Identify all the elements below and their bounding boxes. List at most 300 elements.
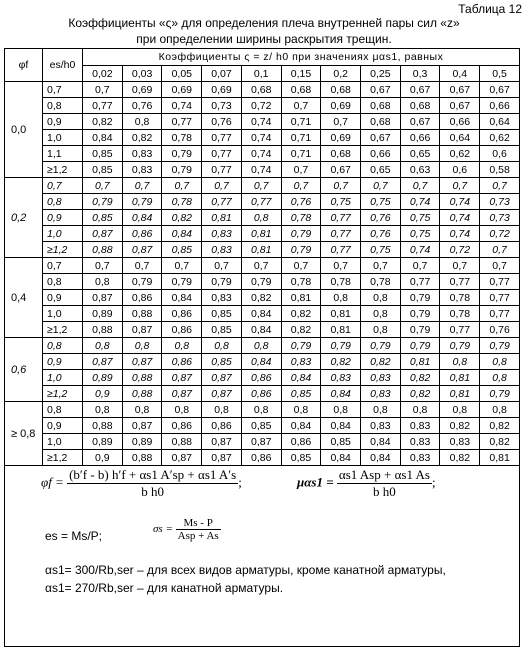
coef-cell: 0,8: [241, 210, 281, 226]
coef-cell: 0,9: [83, 386, 123, 402]
coef-cell: 0,69: [321, 130, 361, 146]
coef-cell: 0,86: [241, 370, 281, 386]
coef-cell: 0,68: [241, 82, 281, 98]
coef-cell: 0,81: [202, 210, 242, 226]
coef-cell: 0,77: [202, 130, 242, 146]
es-value: 1,0: [43, 306, 83, 322]
phi-formula-denominator: b h0: [141, 484, 165, 499]
coef-cell: 0,6: [480, 146, 520, 162]
phi-group-label: 0,4: [5, 258, 43, 338]
coef-cell: 0,84: [321, 418, 361, 434]
coef-cell: 0,77: [321, 210, 361, 226]
mu-formula-lhs: μαs1 =: [297, 474, 334, 490]
coef-cell: 0,74: [400, 242, 440, 258]
coef-cell: 0,78: [361, 274, 401, 290]
coef-cell: 0,82: [400, 386, 440, 402]
coef-cell: 0,85: [83, 146, 123, 162]
coef-cell: 0,8: [361, 290, 401, 306]
table-row: [5, 418, 520, 434]
coef-cell: 0,63: [400, 162, 440, 178]
coef-cell: 0,83: [202, 226, 242, 242]
coef-cell: 0,85: [321, 434, 361, 450]
coef-cell: 0,7: [400, 258, 440, 274]
coef-cell: 0,81: [321, 322, 361, 338]
es-definition: es = Ms/P;: [45, 529, 103, 543]
coef-cell: 0,7: [122, 178, 162, 194]
coef-cell: 0,83: [122, 162, 162, 178]
coef-cell: 0,84: [162, 290, 202, 306]
coef-cell: 0,7: [361, 178, 401, 194]
sigma-formula: [153, 517, 221, 542]
coef-cell: 0,8: [281, 402, 321, 418]
coef-cell: 0,84: [281, 418, 321, 434]
coef-cell: 0,87: [122, 242, 162, 258]
table-row: [5, 130, 520, 146]
coef-cell: 0,89: [83, 434, 123, 450]
es-value: 0,8: [43, 274, 83, 290]
es-value: ≥1,2: [43, 162, 83, 178]
coef-cell: 0,81: [241, 226, 281, 242]
es-value: 0,9: [43, 418, 83, 434]
coef-cell: 0,62: [440, 146, 480, 162]
coef-cell: 0,67: [400, 114, 440, 130]
es-value: 0,9: [43, 290, 83, 306]
coef-cell: 0,66: [440, 114, 480, 130]
table-row: [5, 258, 520, 274]
mu-value-header: 0,07: [202, 66, 242, 82]
es-value: 1,0: [43, 226, 83, 242]
coef-cell: 0,7: [480, 258, 520, 274]
coef-cell: 0,75: [400, 226, 440, 242]
coef-cell: 0,79: [400, 322, 440, 338]
mu-value-header: 0,2: [321, 66, 361, 82]
coef-cell: 0,8: [83, 338, 123, 354]
coef-cell: 0,8: [202, 338, 242, 354]
coef-cell: 0,76: [122, 98, 162, 114]
coef-cell: 0,83: [440, 434, 480, 450]
coef-cell: 0,86: [122, 290, 162, 306]
coef-cell: 0,84: [241, 306, 281, 322]
coef-cell: 0,82: [440, 450, 480, 466]
coef-cell: 0,89: [83, 370, 123, 386]
coef-cell: 0,62: [480, 130, 520, 146]
coef-cell: 0,87: [202, 450, 242, 466]
mu-value-header: 0,5: [480, 66, 520, 82]
coef-cell: 0,7: [83, 258, 123, 274]
coef-cell: 0,7: [241, 258, 281, 274]
coef-cell: 0,77: [480, 290, 520, 306]
coef-cell: 0,8: [122, 114, 162, 130]
coef-cell: 0,8: [361, 402, 401, 418]
coef-cell: 0,85: [83, 162, 123, 178]
coef-cell: 0,87: [162, 386, 202, 402]
coef-cell: 0,8: [83, 274, 123, 290]
coef-cell: 0,77: [480, 306, 520, 322]
table-row: [5, 210, 520, 226]
mu-value-header: 0,3: [400, 66, 440, 82]
coef-cell: 0,78: [281, 274, 321, 290]
table-row: [5, 290, 520, 306]
coef-cell: 0,85: [241, 418, 281, 434]
mu-formula-denominator: b h0: [373, 484, 396, 499]
coef-cell: 0,78: [281, 210, 321, 226]
es-value: 1,0: [43, 434, 83, 450]
coef-cell: 0,86: [162, 418, 202, 434]
coef-cell: 0,79: [162, 274, 202, 290]
coef-cell: 0,7: [241, 178, 281, 194]
coef-cell: 0,88: [83, 242, 123, 258]
coef-cell: 0,8: [241, 402, 281, 418]
coef-cell: 0,84: [83, 130, 123, 146]
coef-cell: 0,87: [162, 370, 202, 386]
coef-cell: 0,75: [361, 194, 401, 210]
es-value: 0,8: [43, 98, 83, 114]
coef-cell: 0,86: [162, 306, 202, 322]
table-row: [5, 82, 520, 98]
coef-cell: 0,82: [122, 130, 162, 146]
note-2: αs1= 270/Rb,ser – для канатной арматуры.: [45, 581, 284, 595]
table-title-line-1: Коэффициенты «ς» для определения плеча внутренней пары сил «z»: [68, 16, 460, 30]
table-row: [5, 226, 520, 242]
coef-cell: 0,85: [202, 322, 242, 338]
coef-cell: 0,79: [241, 274, 281, 290]
coef-cell: 0,8: [241, 338, 281, 354]
coef-cell: 0,79: [162, 146, 202, 162]
coef-cell: 0,69: [202, 82, 242, 98]
coef-cell: 0,82: [480, 434, 520, 450]
coef-cell: 0,82: [400, 370, 440, 386]
mu-value-header: 0,25: [361, 66, 401, 82]
es-value: 1,1: [43, 146, 83, 162]
coef-cell: 0,68: [361, 98, 401, 114]
coef-cell: 0,74: [400, 194, 440, 210]
coef-cell: 0,77: [321, 242, 361, 258]
coef-cell: 0,82: [361, 354, 401, 370]
table-row: [5, 114, 520, 130]
coef-cell: 0,85: [281, 450, 321, 466]
coef-cell: 0,68: [400, 98, 440, 114]
coef-cell: 0,79: [361, 338, 401, 354]
mu-value-header: 0,05: [162, 66, 202, 82]
coef-cell: 0,74: [162, 98, 202, 114]
coef-cell: 0,73: [480, 210, 520, 226]
coef-cell: 0,78: [321, 274, 361, 290]
coef-cell: 0,88: [162, 434, 202, 450]
coef-cell: 0,83: [122, 146, 162, 162]
coef-cell: 0,7: [202, 258, 242, 274]
coef-cell: 0,67: [321, 162, 361, 178]
coef-cell: 0,8: [202, 402, 242, 418]
coef-cell: 0,85: [202, 306, 242, 322]
coef-cell: 0,76: [202, 114, 242, 130]
coef-cell: 0,79: [281, 338, 321, 354]
coef-cell: 0,69: [162, 82, 202, 98]
table-row: [5, 322, 520, 338]
coef-cell: 0,89: [83, 306, 123, 322]
coef-cell: 0,77: [202, 194, 242, 210]
coef-cell: 0,83: [361, 386, 401, 402]
coef-cell: 0,79: [321, 338, 361, 354]
coef-cell: 0,83: [400, 450, 440, 466]
coef-cell: 0,88: [122, 386, 162, 402]
coef-cell: 0,77: [202, 162, 242, 178]
coef-cell: 0,67: [361, 130, 401, 146]
coef-cell: 0,88: [83, 418, 123, 434]
table-row: [5, 402, 520, 418]
coef-cell: 0,78: [162, 130, 202, 146]
coef-cell: 0,65: [400, 146, 440, 162]
coef-cell: 0,77: [440, 322, 480, 338]
coef-cell: 0,87: [122, 354, 162, 370]
coef-cell: 0,79: [281, 242, 321, 258]
mu-formula: μαs1 = $\frac{\text{αs1 Asp + αs1 As}}{\text{b h0}}$ ;: [297, 467, 436, 499]
phi-formula: φf = $\frac{(b'f - b) h'f + \alpha s1 A'sp + \alpha s1 A's}{\text{b h0}}$ ;: [41, 467, 242, 499]
coef-cell: 0,72: [241, 98, 281, 114]
coef-cell: 0,85: [202, 354, 242, 370]
coef-cell: 0,79: [480, 338, 520, 354]
table-row: [5, 178, 520, 194]
coef-cell: 0,83: [400, 418, 440, 434]
table-title-line-2: при определении ширины раскрытия трещин.: [136, 32, 392, 46]
coef-cell: 0,79: [202, 274, 242, 290]
table-number: Таблица 12: [458, 2, 522, 16]
coef-cell: 0,83: [321, 370, 361, 386]
note-1: αs1= 300/Rb,ser – для всех видов арматуры, кроме канатной арматуры,: [45, 563, 446, 577]
coef-cell: 0,83: [361, 370, 401, 386]
coef-header: Коэффициенты ς = z/ h0 при значениях μαs1, равных: [83, 49, 520, 66]
es-value: 0,9: [43, 114, 83, 130]
coef-cell: 0,87: [122, 418, 162, 434]
coef-cell: 0,66: [361, 146, 401, 162]
coef-cell: 0,8: [361, 322, 401, 338]
coef-cell: 0,84: [321, 450, 361, 466]
coef-cell: 0,67: [480, 82, 520, 98]
coef-cell: 0,8: [122, 338, 162, 354]
coef-cell: 0,8: [122, 402, 162, 418]
mu-value-header: 0,02: [83, 66, 123, 82]
es-value: ≥1,2: [43, 242, 83, 258]
coef-cell: 0,81: [440, 386, 480, 402]
coef-cell: 0,87: [162, 450, 202, 466]
table-row: [5, 274, 520, 290]
phi-group-label: 0,2: [5, 178, 43, 258]
coef-cell: 0,79: [281, 226, 321, 242]
coef-cell: 0,66: [480, 98, 520, 114]
coef-cell: 0,77: [440, 274, 480, 290]
mu-formula-numerator: αs1 Asp + αs1 As: [338, 467, 430, 482]
es-value: 0,9: [43, 354, 83, 370]
coef-cell: 0,7: [202, 178, 242, 194]
coef-cell: 0,81: [241, 242, 281, 258]
coef-cell: 0,84: [241, 354, 281, 370]
coef-cell: 0,8: [162, 402, 202, 418]
coef-cell: 0,86: [281, 434, 321, 450]
coef-cell: 0,88: [83, 322, 123, 338]
table-row: [5, 386, 520, 402]
coef-cell: 0,67: [440, 82, 480, 98]
coef-cell: 0,87: [83, 354, 123, 370]
table-row: [5, 434, 520, 450]
es-value: 0,7: [43, 82, 83, 98]
formula-block: [4, 453, 520, 647]
coef-cell: 0,84: [281, 370, 321, 386]
coef-cell: 0,79: [480, 386, 520, 402]
coef-cell: 0,7: [480, 242, 520, 258]
coef-cell: 0,88: [122, 370, 162, 386]
es-value: ≥1,2: [43, 322, 83, 338]
coef-cell: 0,7: [281, 258, 321, 274]
coef-cell: 0,7: [440, 258, 480, 274]
coef-cell: 0,7: [83, 82, 123, 98]
coef-cell: 0,7: [281, 162, 321, 178]
es-value: 0,7: [43, 178, 83, 194]
coef-cell: 0,76: [361, 210, 401, 226]
coef-cell: 0,85: [83, 210, 123, 226]
coef-cell: 0,8: [440, 354, 480, 370]
coef-cell: 0,81: [400, 354, 440, 370]
coef-cell: 0,84: [361, 450, 401, 466]
coef-cell: 0,86: [122, 226, 162, 242]
coef-cell: 0,77: [480, 274, 520, 290]
coef-cell: 0,8: [83, 402, 123, 418]
coef-cell: 0,87: [202, 434, 242, 450]
coef-cell: 0,78: [440, 290, 480, 306]
coef-cell: 0,7: [122, 258, 162, 274]
coef-cell: 0,77: [321, 226, 361, 242]
coef-cell: 0,77: [400, 274, 440, 290]
coef-cell: 0,74: [440, 194, 480, 210]
table-row: [5, 194, 520, 210]
coef-cell: 0,87: [83, 226, 123, 242]
es-value: 0,9: [43, 210, 83, 226]
coef-cell: 0,8: [400, 402, 440, 418]
coef-cell: 0,7: [162, 178, 202, 194]
coef-cell: 0,7: [162, 258, 202, 274]
coef-cell: 0,74: [440, 210, 480, 226]
coef-cell: 0,73: [480, 194, 520, 210]
coef-cell: 0,83: [361, 418, 401, 434]
coef-cell: 0,74: [241, 162, 281, 178]
coef-cell: 0,79: [83, 194, 123, 210]
coef-cell: 0,85: [281, 386, 321, 402]
coef-cell: 0,78: [162, 194, 202, 210]
coef-cell: 0,74: [241, 130, 281, 146]
coef-cell: 0,82: [480, 418, 520, 434]
coef-cell: 0,83: [202, 242, 242, 258]
coef-cell: 0,81: [281, 290, 321, 306]
es-value: 0,8: [43, 402, 83, 418]
coef-cell: 0,7: [321, 178, 361, 194]
coef-cell: 0,7: [440, 178, 480, 194]
coef-cell: 0,67: [440, 98, 480, 114]
coef-cell: 0,6: [440, 162, 480, 178]
coef-cell: 0,8: [162, 338, 202, 354]
coef-cell: 0,87: [122, 322, 162, 338]
coef-cell: 0,82: [440, 418, 480, 434]
sigma-formula-denominator: Asp + As: [177, 530, 219, 542]
coef-cell: 0,7: [361, 258, 401, 274]
coef-cell: 0,74: [241, 146, 281, 162]
coef-cell: 0,87: [202, 386, 242, 402]
coef-cell: 0,79: [400, 290, 440, 306]
coef-cell: 0,7: [281, 178, 321, 194]
coef-cell: 0,84: [241, 322, 281, 338]
coef-cell: 0,65: [361, 162, 401, 178]
coef-cell: 0,85: [162, 242, 202, 258]
coef-cell: 0,7: [321, 114, 361, 130]
coef-cell: 0,75: [400, 210, 440, 226]
coef-cell: 0,76: [480, 322, 520, 338]
coef-cell: 0,84: [321, 386, 361, 402]
mu-value-header: 0,03: [122, 66, 162, 82]
coef-cell: 0,78: [440, 306, 480, 322]
coef-cell: 0,76: [281, 194, 321, 210]
coef-cell: 0,68: [321, 146, 361, 162]
coef-cell: 0,84: [162, 226, 202, 242]
coef-cell: 0,72: [480, 226, 520, 242]
table-row: [5, 162, 520, 178]
phi-group-label: 0,0: [5, 82, 43, 178]
coef-cell: 0,71: [281, 130, 321, 146]
coef-cell: 0,84: [361, 434, 401, 450]
coef-cell: 0,68: [321, 82, 361, 98]
phi-group-label: ≥ 0,8: [5, 402, 43, 466]
coef-cell: 0,8: [480, 402, 520, 418]
coef-cell: 0,67: [361, 82, 401, 98]
coef-cell: 0,64: [440, 130, 480, 146]
coef-cell: 0,76: [361, 226, 401, 242]
phi-formula-numerator: (b′f - b) h′f + αs1 A′sp + αs1 A′s: [69, 467, 237, 482]
coef-cell: 0,7: [281, 98, 321, 114]
coef-cell: 0,69: [122, 82, 162, 98]
coef-cell: 0,82: [281, 322, 321, 338]
coef-cell: 0,86: [241, 386, 281, 402]
coef-cell: 0,82: [83, 114, 123, 130]
coef-cell: 0,77: [162, 114, 202, 130]
es-value: 0,7: [43, 258, 83, 274]
coef-cell: 0,7: [321, 258, 361, 274]
coef-cell: 0,7: [480, 178, 520, 194]
es-value: ≥1,2: [43, 386, 83, 402]
coef-cell: 0,89: [122, 434, 162, 450]
coef-cell: 0,67: [400, 82, 440, 98]
phi-header: φf: [5, 49, 43, 82]
table-row: [5, 306, 520, 322]
coef-cell: 0,79: [400, 338, 440, 354]
coef-cell: 0,86: [202, 418, 242, 434]
coef-cell: 0,79: [400, 306, 440, 322]
coef-cell: 0,87: [241, 434, 281, 450]
coef-cell: 0,86: [162, 322, 202, 338]
coef-cell: 0,8: [321, 402, 361, 418]
phi-formula-lhs: φf =: [41, 474, 64, 490]
es-header: es/h0: [43, 49, 83, 82]
coef-cell: 0,68: [361, 114, 401, 130]
phi-group-label: 0,6: [5, 338, 43, 402]
coef-cell: 0,8: [480, 354, 520, 370]
coef-cell: 0,71: [281, 114, 321, 130]
coef-cell: 0,74: [241, 114, 281, 130]
coef-cell: 0,81: [440, 370, 480, 386]
coef-cell: 0,72: [440, 242, 480, 258]
coef-cell: 0,8: [440, 402, 480, 418]
coef-cell: 0,9: [83, 450, 123, 466]
coef-cell: 0,82: [241, 290, 281, 306]
coef-cell: 0,74: [440, 226, 480, 242]
coef-cell: 0,73: [202, 98, 242, 114]
table-row: [5, 338, 520, 354]
mu-value-header: 0,4: [440, 66, 480, 82]
